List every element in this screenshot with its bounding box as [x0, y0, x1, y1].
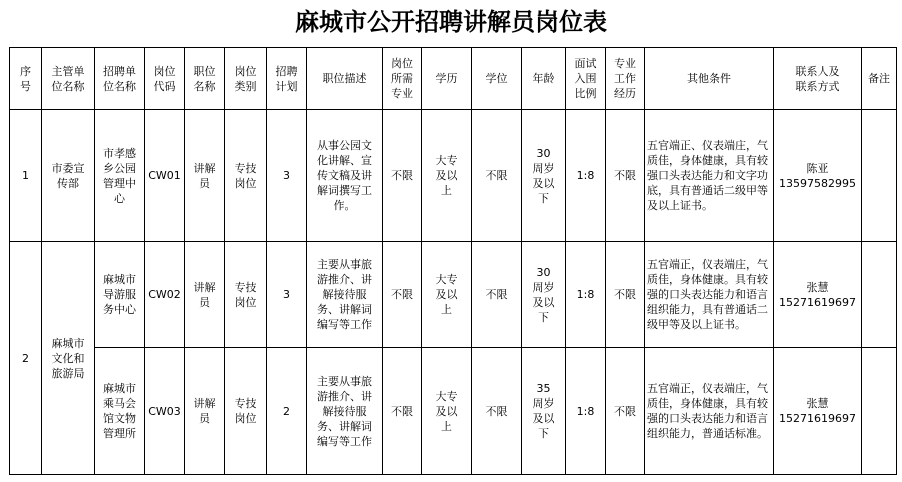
plan-cell: 2 [267, 348, 307, 475]
desc-cell: 主要从事旅游推介、讲解接待服务、讲解词编写等工作 [307, 348, 383, 475]
unit-cell: 市孝感乡公园管理中心 [95, 110, 145, 242]
degree-cell: 不限 [472, 110, 522, 242]
header-cell: 岗位所需专业 [383, 48, 422, 110]
positions-table [9, 47, 897, 475]
header-cell: 岗位代码 [145, 48, 185, 110]
contact-name: 张慧 [806, 397, 829, 410]
contact-phone: 15271619697 [779, 412, 856, 425]
code-cell: CW02 [145, 242, 185, 348]
contact-phone: 15271619697 [779, 295, 856, 309]
header-cell: 备注 [862, 48, 897, 110]
edu-cell: 大专及以上 [422, 110, 472, 242]
header-cell: 主管单位名称 [42, 48, 95, 110]
major-cell: 不限 [383, 110, 422, 242]
ratio-cell: 1:8 [566, 242, 606, 348]
major-cell: 不限 [383, 348, 422, 475]
edu-cell: 大专及以上 [422, 348, 472, 475]
table-row [10, 242, 897, 348]
age-cell: 30周岁及以下 [522, 242, 566, 348]
major-cell: 不限 [383, 242, 422, 348]
exp-cell: 不限 [606, 348, 645, 475]
header-cell: 面试入围比例 [566, 48, 606, 110]
plan-cell: 3 [267, 242, 307, 348]
contact-cell [774, 242, 862, 348]
desc-cell: 从事公园文化讲解、宣传文稿及讲解词撰写工作。 [307, 110, 383, 242]
contact-name: 张慧 [806, 280, 829, 294]
desc-cell: 主要从事旅游推介、讲解接待服务、讲解词编写等工作 [307, 242, 383, 348]
unit-cell: 麻城市导游服务中心 [95, 242, 145, 348]
other-cell: 五官端正，仪表端庄，气质佳，身体健康，具有较强的口头表达能力和语言组织能力，普通话标准。 [645, 348, 774, 475]
page-title: 麻城市公开招聘讲解员岗位表 [295, 7, 607, 36]
degree-cell: 不限 [472, 348, 522, 475]
table-row [10, 348, 897, 475]
header-cell: 年龄 [522, 48, 566, 110]
header-cell: 学位 [472, 48, 522, 110]
table-row [10, 110, 897, 242]
job-cell: 讲解员 [185, 348, 225, 475]
dept-cell: 市委宣传部 [42, 110, 95, 242]
seq-cell: 1 [10, 110, 42, 242]
exp-cell: 不限 [606, 110, 645, 242]
seq-cell: 2 [10, 242, 42, 475]
ratio-cell: 1:8 [566, 110, 606, 242]
header-cell: 职位描述 [307, 48, 383, 110]
contact-phone: 13597582995 [779, 176, 856, 190]
header-cell: 专业工作经历 [606, 48, 645, 110]
age-cell: 35周岁及以下 [522, 348, 566, 475]
header-cell: 职位名称 [185, 48, 225, 110]
unit-cell: 麻城市乘马会馆文物管理所 [95, 348, 145, 475]
dept-cell: 麻城市文化和旅游局 [42, 242, 95, 475]
note-cell [862, 110, 897, 242]
header-cell: 学历 [422, 48, 472, 110]
degree-cell: 不限 [472, 242, 522, 348]
other-cell: 五官端正，仪表端庄，气质佳，身体健康。具有较强的口头表达能力和语言组织能力，具有普通话二级甲等及以上证书。 [645, 242, 774, 348]
note-cell [862, 242, 897, 348]
note-cell [862, 348, 897, 475]
header-cell: 其他条件 [645, 48, 774, 110]
header-cell: 岗位类别 [225, 48, 267, 110]
ratio-cell: 1:8 [566, 348, 606, 475]
category-cell: 专技岗位 [225, 348, 267, 475]
edu-cell: 大专及以上 [422, 242, 472, 348]
other-cell: 五官端正、仪表端庄，气质佳，身体健康，具有较强口头表达能力和文字功底，具有普通话二级甲等及以上证书。 [645, 110, 774, 242]
job-cell: 讲解员 [185, 242, 225, 348]
header-cell: 招聘计划 [267, 48, 307, 110]
contact-cell [774, 110, 862, 242]
header-row [10, 48, 897, 110]
contact-cell [774, 348, 862, 475]
header-cell: 序号 [10, 48, 42, 110]
category-cell: 专技岗位 [225, 110, 267, 242]
age-cell: 30周岁及以下 [522, 110, 566, 242]
exp-cell: 不限 [606, 242, 645, 348]
code-cell: CW03 [145, 348, 185, 475]
header-cell: 招聘单位名称 [95, 48, 145, 110]
category-cell: 专技岗位 [225, 242, 267, 348]
contact-name: 陈亚 [806, 161, 829, 175]
job-cell: 讲解员 [185, 110, 225, 242]
plan-cell: 3 [267, 110, 307, 242]
code-cell: CW01 [145, 110, 185, 242]
header-cell: 联系人及联系方式 [774, 48, 862, 110]
